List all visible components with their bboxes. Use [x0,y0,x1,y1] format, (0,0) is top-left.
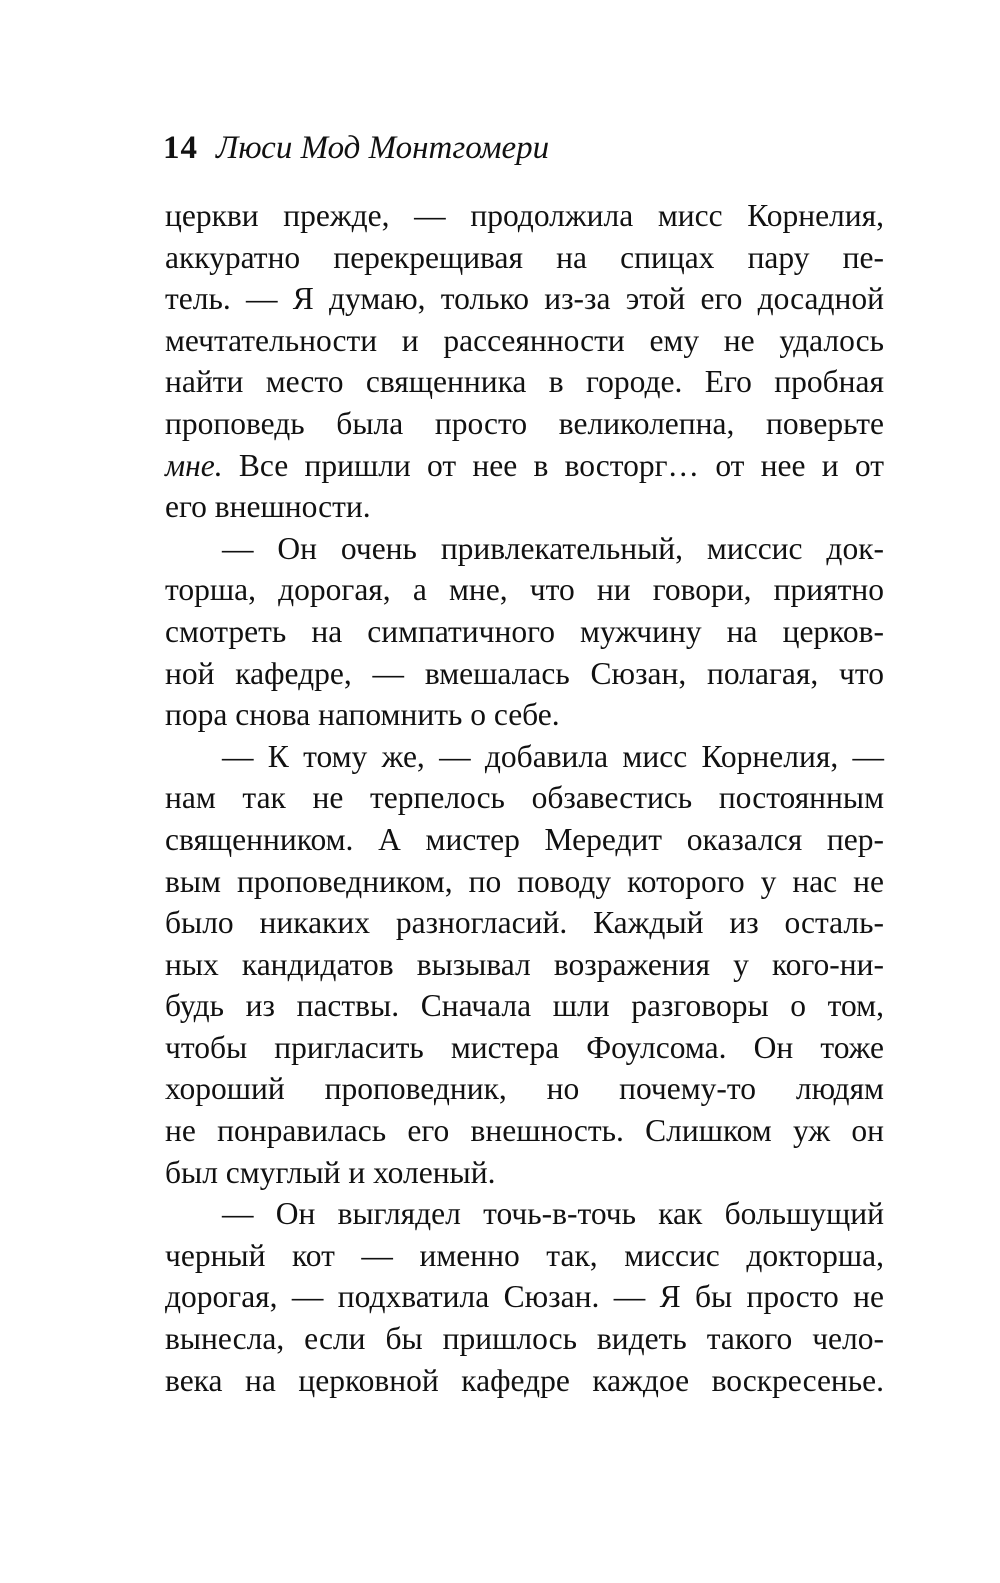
text-line: чтобы пригласить мистера Фоулсома. Он тоже [165,1029,884,1065]
dialogue-line: — Он выглядел точь-в-точь как большущий [222,1196,884,1232]
text-line: века на церковной кафедре каждое воскресенье. [165,1362,884,1398]
text-line [165,445,884,487]
text-line: нам так не терпелось обзавестись постоянным [165,780,884,816]
dialogue-line: — К тому же, — добавила мисс Корнелия, — [222,738,884,774]
dialogue-line: — Он очень привлекательный, миссис док- [222,530,884,566]
text-line: смотреть на симпатичного мужчину на церков- [165,613,884,649]
text-line: был смуглый и холеный. [165,1154,496,1190]
text-line: проповедь была просто великолепна, поверьте [165,405,884,441]
emphasis-word: мне. [165,447,223,483]
text-line: пора снова напомнить о себе. [165,697,560,733]
text-line: найти место священника в городе. Его пробная [165,364,884,400]
text-line: его внешности. [165,489,371,525]
text-line: вынесла, если бы пришлось видеть такого чело- [165,1321,884,1357]
text-line: вым проповедником, по поводу которого у нас не [165,863,884,899]
text-line: торша, дорогая, а мне, что ни говори, приятно [165,572,884,608]
text-line: не понравилась его внешность. Слишком уж он [165,1113,884,1149]
text-line: ной кафедре, — вмешалась Сюзан, полагая, что [165,655,884,691]
text-line: было никаких разногласий. Каждый из осталь- [165,905,884,941]
text-line: тель. — Я думаю, только из-за этой его досадной [165,281,884,317]
body-text [165,195,884,1401]
page-number: 14 [163,130,198,166]
text-line: ных кандидатов вызывал возражения у кого-ни- [165,946,884,982]
text-line: священником. А мистер Мередит оказался пер- [165,821,884,857]
text-line: черный кот — именно так, миссис докторша, [165,1237,884,1273]
text-line: хороший проповедник, но почему-то людям [165,1071,884,1107]
author-name: Люси Мод Монтгомери [216,130,550,166]
running-head [163,130,883,174]
text-line: церкви прежде, — продолжила мисс Корнелия, [165,198,884,233]
text-line: будь из паствы. Сначала шли разговоры о том, [165,988,884,1024]
text-line-rest: Все пришли от нее в восторг… от нее и от [222,447,884,483]
text-line: аккуратно перекрещивая на спицах пару пе- [165,239,884,275]
text-line: мечтательности и рассеянности ему не удалось [165,322,884,358]
text-line: дорогая, — подхватила Сюзан. — Я бы просто не [165,1279,884,1315]
